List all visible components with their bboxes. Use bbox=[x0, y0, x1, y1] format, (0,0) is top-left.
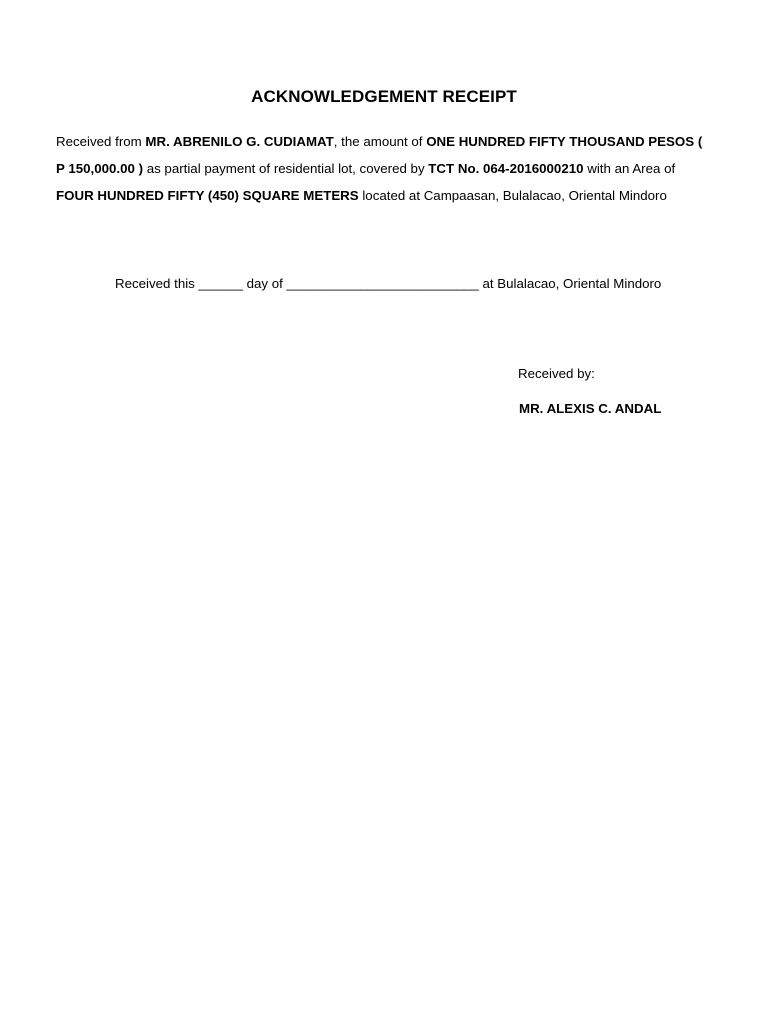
receipt-body-paragraph bbox=[56, 128, 706, 209]
received-by-label: Received by: bbox=[518, 366, 595, 381]
document-title: ACKNOWLEDGEMENT RECEIPT bbox=[251, 87, 517, 106]
date-received-line: Received this ______ day of __________________________ at Bulalacao, Oriental Mindoro bbox=[115, 276, 662, 291]
body-text-partial-payment: as partial payment of residential lot, covered by bbox=[143, 161, 429, 176]
amount-in-words: ONE HUNDRED FIFTY THOUSAND PESOS bbox=[426, 134, 695, 149]
payer-name: MR. ABRENILO G. CUDIAMAT bbox=[145, 134, 334, 149]
body-text-area-of: with an Area of bbox=[583, 161, 676, 176]
lot-area: FOUR HUNDRED FIFTY (450) SQUARE METERS bbox=[56, 188, 359, 203]
body-text-received-from: Received from bbox=[56, 134, 146, 149]
title-number: TCT No. 064-2016000210 bbox=[428, 161, 584, 176]
amount-in-figures: ( P 150,000.00 ) bbox=[56, 134, 703, 176]
body-text-location: located at Campaasan, Bulalacao, Oriental Mindoro bbox=[358, 188, 667, 203]
body-text-amount-of: , the amount of bbox=[333, 134, 427, 149]
receiver-name: MR. ALEXIS C. ANDAL bbox=[519, 401, 662, 416]
